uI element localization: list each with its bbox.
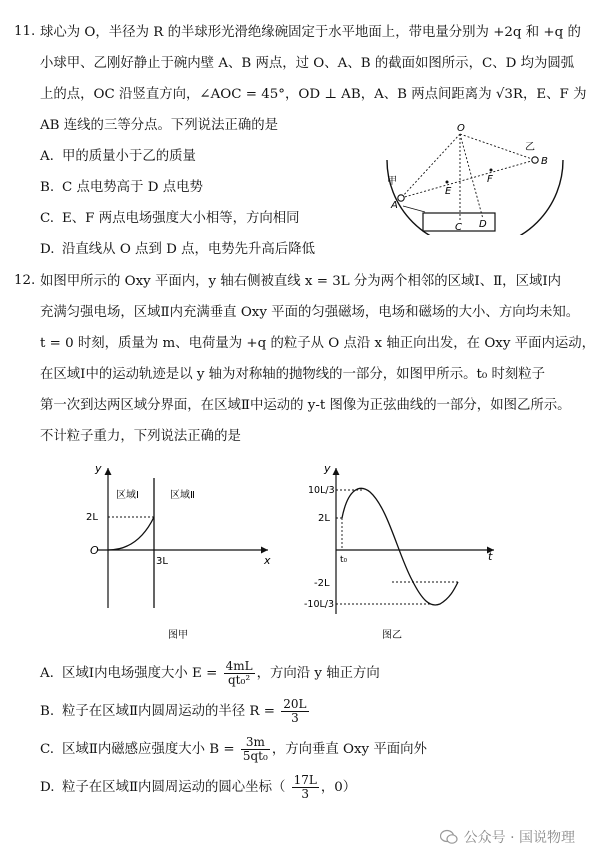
caption-yi: 图乙 [382,630,402,641]
label-yi: 乙 [525,142,535,153]
q12-option-b[interactable] [40,698,311,726]
q12-option-a[interactable] [40,660,380,688]
caption-jia: 图甲 [168,630,188,641]
option-text-pre: 区域Ⅱ内磁感应强度大小 B = [62,742,235,757]
q11-stem-line-1: 球心为 O，半径为 R 的半球形光滑绝缘碗固定于水平地面上，带电量分别为 +2q 和 +q 的 [40,25,581,40]
option-letter: D. [40,780,55,795]
label-origin: O [90,544,99,557]
label-a: A [391,200,398,211]
q12-stem-line-6: 不计粒子重力，下列说法正确的是 [40,429,241,444]
charge-jia [398,195,404,201]
option-text-pre: 粒子在区域Ⅱ内圆周运动的半径 R = [62,704,275,719]
label-x: x [264,554,271,567]
q11-stem-line-4: AB 连线的三等分点。下列说法正确的是 [40,118,279,133]
q12-stem-line-5: 第一次到达两区域分界面，在区域Ⅱ中运动的 y-t 图像为正弦曲线的一部分，如图乙所示。 [40,398,571,413]
bowl-arc [387,160,563,235]
q12-stem-line-3: t = 0 时刻，质量为 m、电荷量为 +q 的粒子从 O 点沿 x 轴正向出发，在 Oxy 平面内运动， [40,336,596,351]
q11-stem-line-3: 上的点，OC 沿竖直方向，∠AOC = 45°，OD ⊥ AB，A、B 两点间距离为 √3R，E、F 为 [40,87,587,102]
sine-curve [342,488,458,605]
ab-line [401,160,535,198]
q12-stem-line-2: 充满匀强电场，区域Ⅱ内充满垂直 Oxy 平面的匀强磁场，电场和磁场的大小、方向均未知。 [40,305,580,320]
tick-m2l: -2L [314,578,330,589]
label-b: B [541,156,548,167]
label-jia: 甲 [387,176,397,187]
ob-line [460,134,535,160]
watermark [440,827,575,847]
option-text: 甲的质量小于乙的质量 [62,149,196,164]
option-text-pre: 区域Ⅰ内电场强度大小 E = [62,666,218,681]
option-text: E、F 两点电场强度大小相等，方向相同 [62,211,300,226]
option-text: C 点电势高于 D 点电势 [62,180,203,195]
q12-stem-line-4: 在区域Ⅰ中的运动轨迹是以 y 轴为对称轴的抛物线的一部分，如图甲所示。t₀ 时刻粒子 [40,367,546,382]
tick-2l: 2L [318,513,330,524]
q12-figure-yi [302,458,502,643]
label-e: E [445,186,452,197]
fraction: $\frac{3m}{\text{5qt₀}}$ [242,735,268,763]
label-d: D [479,219,487,230]
option-letter: A. [40,149,54,164]
label-region-1: 区域Ⅰ [116,490,139,501]
q12-option-d[interactable] [40,774,356,802]
q11-option-a[interactable] [40,148,196,166]
q11-option-c[interactable] [40,210,300,228]
q11-option-d[interactable] [40,241,315,259]
option-letter: A. [40,666,54,681]
q12-option-c[interactable] [40,736,427,764]
label-o: O [457,123,465,134]
option-letter: B. [40,180,55,195]
charge-yi [532,157,538,163]
fraction: $\frac{4mL}{\text{qt₀²}}$ [225,659,253,687]
wechat-icon [440,829,458,845]
tick-10l3: 10L/3 [308,485,335,496]
option-letter: C. [40,211,55,226]
watermark-text: 公众号 · 国说物理 [463,830,575,846]
tick-t0: t₀ [340,555,348,565]
option-text-post: ，方向垂直 Oxy 平面向外 [271,742,427,757]
label-f: F [487,174,493,185]
label-y: y [95,462,102,475]
fraction: $\frac{20L}{3}$ [283,697,307,725]
option-letter: C. [40,742,55,757]
point-e [446,181,449,184]
option-text: 沿直线从 O 点到 D 点，电势先升高后降低 [62,242,315,257]
option-text-post: ，方向沿 y 轴正方向 [256,666,380,681]
q11-stem-line-2: 小球甲、乙刚好静止于碗内壁 A、B 两点，过 O、A、B 的截面如图所示，C、D 均为圆弧 [40,56,575,71]
label-y: y [324,462,331,475]
q11-bowl-figure [375,120,575,235]
label-t: t [488,550,493,563]
od-line [460,134,483,219]
q12-figure-jia [80,458,290,643]
q12-stem-line-1: 如图甲所示的 Oxy 平面内，y 轴右侧被直线 x = 3L 分为两个相邻的区域Ⅰ、Ⅱ，区域Ⅰ内 [40,274,562,289]
tick-2l: 2L [86,512,98,523]
q12-number: 12. [14,273,36,288]
tick-3l: 3L [156,556,168,567]
option-text-pre: 粒子在区域Ⅱ内圆周运动的圆心坐标（ [62,780,286,795]
fraction: $\frac{17L}{3}$ [293,773,317,801]
q11-number: 11. [14,24,36,39]
option-letter: D. [40,242,55,257]
label-region-2: 区域Ⅱ [170,490,195,501]
option-letter: B. [40,704,55,719]
label-c: C [455,222,462,233]
option-text-post: ，0） [320,780,357,795]
parabola-path [108,517,154,550]
tick-m10l3: -10L/3 [304,599,335,610]
q11-option-b[interactable] [40,179,203,197]
point-f [490,169,493,172]
